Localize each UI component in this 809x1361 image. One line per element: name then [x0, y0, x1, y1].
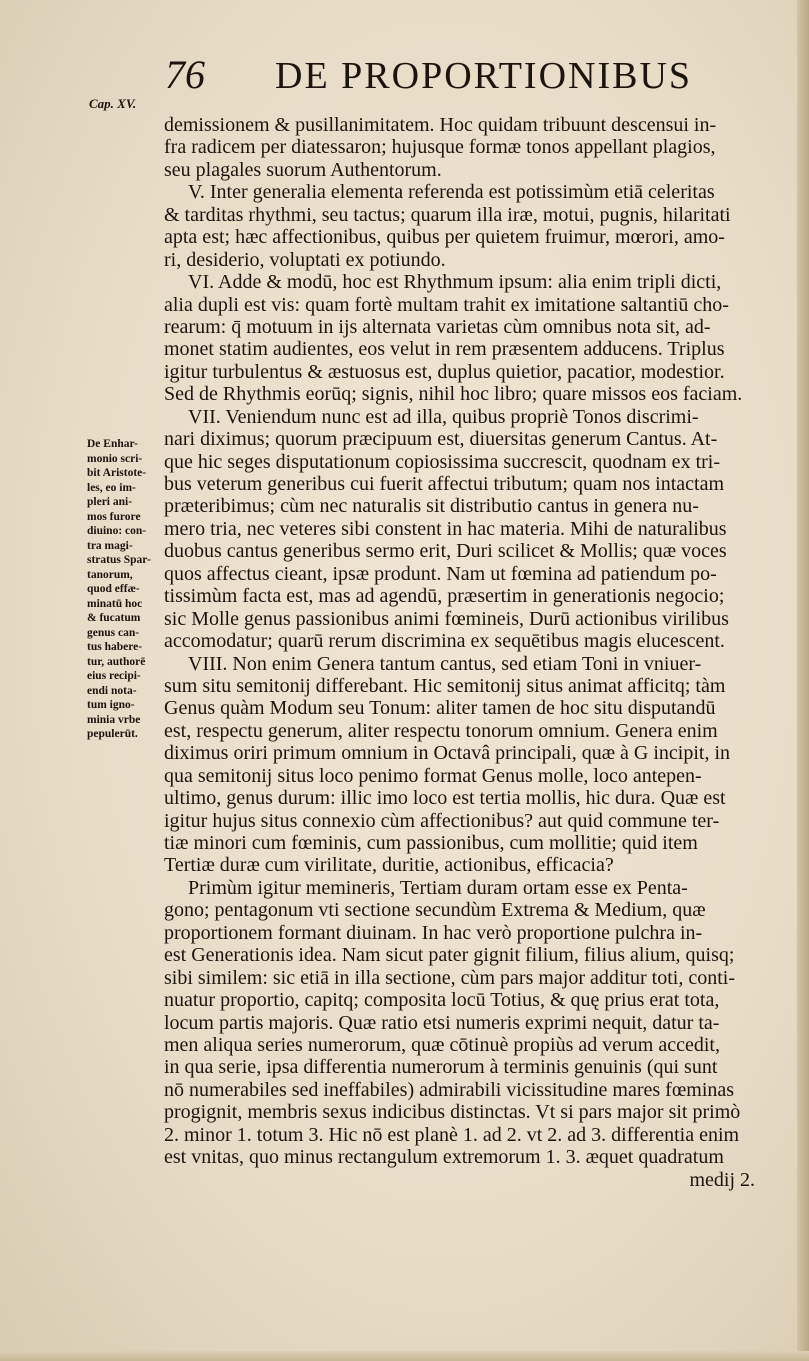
marginal-note: [87, 437, 163, 742]
text-line: sic Molle genus passionibus animi fœmineis, Durū actionibus virilibus: [164, 607, 729, 630]
text-line: nari diximus; quorum præcipuum est, diuersitas generum Cantus. At-: [164, 428, 718, 451]
text-line: Primùm igitur memineris, Tertiam duram ortam esse ex Penta-: [188, 876, 688, 899]
text-line: VII. Veniendum nunc est ad illa, quibus propriè Tonos discrimi-: [188, 405, 699, 428]
text-line: seu plagales suorum Authentorum.: [164, 158, 442, 181]
marginal-note-line: mos furore: [87, 510, 141, 523]
marginal-note-line: tur, authorē: [87, 655, 146, 668]
text-line: est, respectu generum, aliter respectu tonorum omnium. Genera enim: [164, 719, 718, 742]
text-line: V. Inter generalia elementa referenda est potissimùm etiā celeritas: [188, 181, 715, 204]
marginal-note-line: tanorum,: [87, 568, 133, 581]
text-line: alia dupli est vis: quam fortè multam trahit ex imitatione saltantiū cho-: [164, 293, 729, 316]
marginal-note-line: les, eo im-: [87, 481, 136, 494]
marginal-note-line: minatū hoc: [87, 597, 143, 610]
running-title: DE PROPORTIONIBUS: [275, 55, 693, 97]
main-text-block: [164, 114, 759, 1191]
text-line: quos affectus cieant, ipsæ produnt. Nam ut fœmina ad patiendum po-: [164, 562, 717, 585]
text-line: diximus oriri primum omnium in Octavâ principali, quæ à G incipit, in: [164, 742, 731, 765]
text-line: sum situ semitonij differebant. Hic semitonij situs animat afficitq; tàm: [164, 674, 726, 697]
text-line: & tarditas rhythmi, seu tactus; quarum illa iræ, motui, pugnis, hilaritati: [164, 203, 731, 226]
text-line: gono; pentagonum vti sectione secundùm Extrema & Medium, quæ: [164, 899, 706, 922]
text-line: ri, desiderio, voluptati ex potiundo.: [164, 248, 446, 271]
marginal-note-line: endi nota-: [87, 684, 137, 697]
text-line: VI. Adde & modū, hoc est Rhythmum ipsum: alia enim tripli dicti,: [188, 271, 722, 294]
text-line: igitur turbulentus & æstuosus est, duplus quietior, pacatior, modestior.: [164, 360, 725, 383]
page-edge-right: [797, 0, 809, 1361]
text-line: progignit, membris sexus indicibus distinctas. Vt si pars major sit primò: [164, 1101, 741, 1124]
text-line: Sed de Rhythmis eorūq; signis, nihil hoc libro; quare missos eos faciam.: [164, 383, 743, 406]
text-line: qua semitonij situs loco penimo format Genus molle, loco antepen-: [164, 764, 702, 787]
text-line: 2. minor 1. totum 3. Hic nō est planè 1. ad 2. vt 2. ad 3. differentia enim: [164, 1123, 740, 1146]
marginal-note-line: pleri ani-: [87, 496, 133, 508]
text-line: præteribimus; cùm nec naturalis sit distributio cantus in genera nu-: [164, 495, 699, 518]
text-line: demissionem & pusillanimitatem. Hoc quidam tribuunt descensui in-: [164, 114, 717, 136]
text-line: sibi similem: sic etiā in illa sectione, cùm pars major additur toti, conti-: [164, 966, 735, 989]
text-line: est vnitas, quo minus rectangulum extremorum 1. 3. æquet quadratum: [164, 1146, 724, 1169]
text-line: nō numerabiles sed ineffabiles) admirabili vicissitudine mares fœminas: [164, 1078, 735, 1101]
marginal-note-line: genus can-: [87, 626, 140, 639]
page-edge-bottom: [0, 1351, 809, 1361]
page-header: [165, 52, 695, 102]
text-line: mero tria, nec veteres sibi constent in hac materia. Mihi de naturalibus: [164, 517, 727, 540]
marginal-note-line: bit Aristote-: [87, 467, 147, 479]
text-line: locum partis majoris. Quæ ratio etsi numeris exprimi nequit, datur ta-: [164, 1011, 720, 1034]
text-line: VIII. Non enim Genera tantum cantus, sed etiam Toni in vniuer-: [188, 652, 702, 675]
text-line: Tertiæ duræ cum virilitate, duritie, actionibus, efficacia?: [164, 854, 614, 877]
text-line: apta est; hæc affectionibus, quibus per quietem fruimur, mœrori, amo-: [164, 226, 725, 249]
text-line: ultimo, genus durum: illic imo loco est tertia mollis, hic dura. Quæ est: [164, 787, 726, 810]
text-line: tiæ minori cum fœminis, cum passionibus, cum mollitie; quid item: [164, 832, 698, 854]
marginal-note-line: diuino: con-: [87, 525, 147, 537]
marginal-note-line: monio scri-: [87, 452, 143, 465]
chapter-mark: Cap. XV.: [89, 96, 137, 111]
text-line: accomodatur; quarū rerum discrimina ex sequētibus magis elucescent.: [164, 630, 725, 653]
marginal-note-line: & fucatum: [87, 612, 141, 624]
page-number: 76: [165, 52, 205, 97]
text-line: Genus quàm Modum seu Tonum: aliter tamen de hoc situ disputandū: [164, 697, 716, 720]
marginal-note-line: pepulerūt.: [87, 728, 138, 740]
text-line: men aliqua series numerorum, quæ cōtinuè propiùs ad verum accedit,: [164, 1033, 720, 1056]
marginal-note-line: stratus Spar-: [87, 554, 151, 566]
text-line: monet statim audientes, eos velut in rem præsentem adducens. Triplus: [164, 338, 725, 361]
text-line: igitur hujus situs connexio cùm affectionibus? aut quid commune ter-: [164, 809, 720, 832]
marginal-note-line: tus habere-: [87, 641, 143, 653]
text-line: est Generationis idea. Nam sicut pater gignit filium, filius alium, quisq;: [164, 944, 735, 967]
marginal-note-line: tum igno-: [87, 699, 135, 711]
text-line: fra radicem per diatessaron; hujusque formæ tonos appellant plagios,: [164, 136, 716, 159]
text-line: rearum: q̄ motuum in ijs alternata varietas cùm omnibus nota sit, ad-: [164, 315, 711, 338]
marginal-note-line: eius recipi-: [87, 670, 141, 682]
marginal-note-line: minia vrbe: [87, 713, 141, 726]
marginal-note-line: quod effæ-: [87, 583, 140, 595]
text-line: bus veterum generibus cui fuerit affectui tributum; quam nos intactam: [164, 473, 725, 495]
text-line: proportionem formant diuinam. In hac verò proportione pulchra in-: [164, 921, 703, 944]
marginal-note-line: De Enhar-: [87, 438, 139, 450]
text-line: duobus cantus generibus sermo erit, Duri scilicet & Mollis; quæ voces: [164, 540, 727, 563]
text-line: in qua serie, ipsa differentia numerorum à terminis genuinis (qui sunt: [164, 1056, 718, 1079]
text-line: tissimùm facta est, mas ad agendū, præsertim in generationis negocio;: [164, 585, 725, 608]
text-line: nuatur proportio, capitq; composita locū Totius, & quę prius erat tota,: [164, 989, 720, 1012]
marginal-note-line: tra magi-: [87, 539, 133, 552]
text-line: que hic seges disputationum copiosissima succrescit, quodnam ex tri-: [164, 450, 720, 473]
text-line: medij 2.: [689, 1168, 755, 1191]
